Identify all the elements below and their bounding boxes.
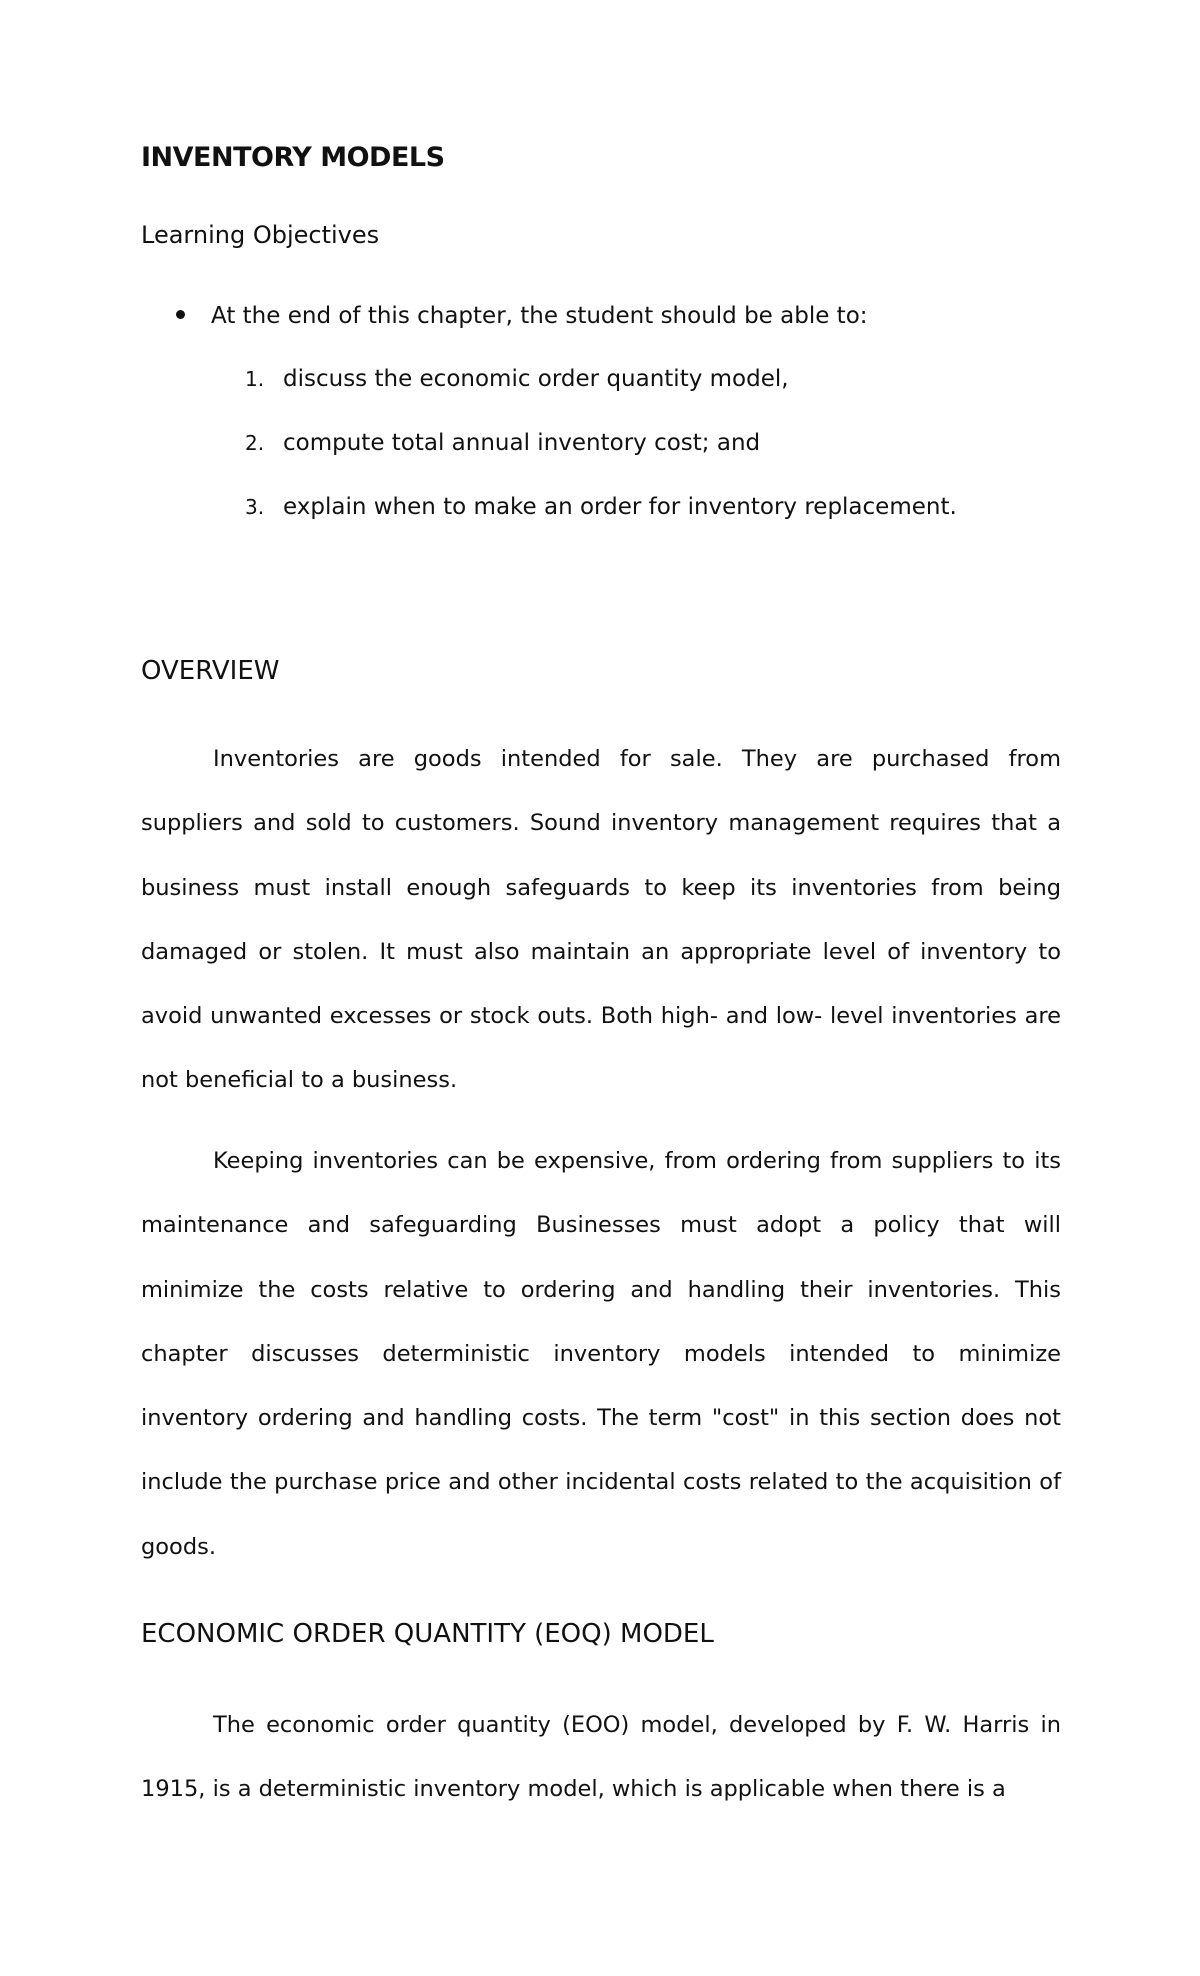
- bullet-intro-text: At the end of this chapter, the student should be able to:: [211, 303, 868, 329]
- objective-text: discuss the economic order quantity model,: [283, 366, 789, 392]
- objective-number: 1.: [245, 367, 265, 391]
- objective-text: compute total annual inventory cost; and: [283, 430, 761, 456]
- bullet-icon: [176, 310, 185, 319]
- eoq-paragraph-1: The economic order quantity (EOO) model, developed by F. W. Harris in 1915, is a deterministic inventory model, which is applicable when there is a: [141, 1712, 1061, 1803]
- overview-heading: OVERVIEW: [141, 656, 280, 686]
- page-title: INVENTORY MODELS: [141, 142, 445, 173]
- overview-paragraph-1: Inventories are goods intended for sale. They are purchased from suppliers and sold to customers. Sound inventory management requires that a business must install enough safeguards to keep its inventories from being damaged or stolen. It must also maintain an appropriate level of inventory to avoid unwanted excesses or stock outs. Both high- and low- level inventories are not beneficial to a business.: [141, 746, 1061, 1094]
- list-item: [245, 492, 957, 556]
- objectives-list: [245, 364, 957, 556]
- objective-text: explain when to make an order for inventory replacement.: [283, 494, 957, 520]
- objective-number: 2.: [245, 431, 265, 455]
- list-item: [245, 428, 957, 492]
- overview-paragraph-2: Keeping inventories can be expensive, from ordering from suppliers to its maintenance and safeguarding Businesses must adopt a policy that will minimize the costs relative to ordering and handling their inventories. This chapter discusses deterministic inventory models intended to minimize inventory ordering and handling costs. The term "cost" in this section does not include the purchase price and other incidental costs related to the acquisition of goods.: [141, 1148, 1061, 1560]
- objective-number: 3.: [245, 495, 265, 519]
- bullet-intro: [176, 301, 868, 331]
- list-item: [245, 364, 957, 428]
- learning-objectives-heading: Learning Objectives: [141, 221, 380, 249]
- eoq-heading: ECONOMIC ORDER QUANTITY (EOQ) MODEL: [141, 1619, 714, 1649]
